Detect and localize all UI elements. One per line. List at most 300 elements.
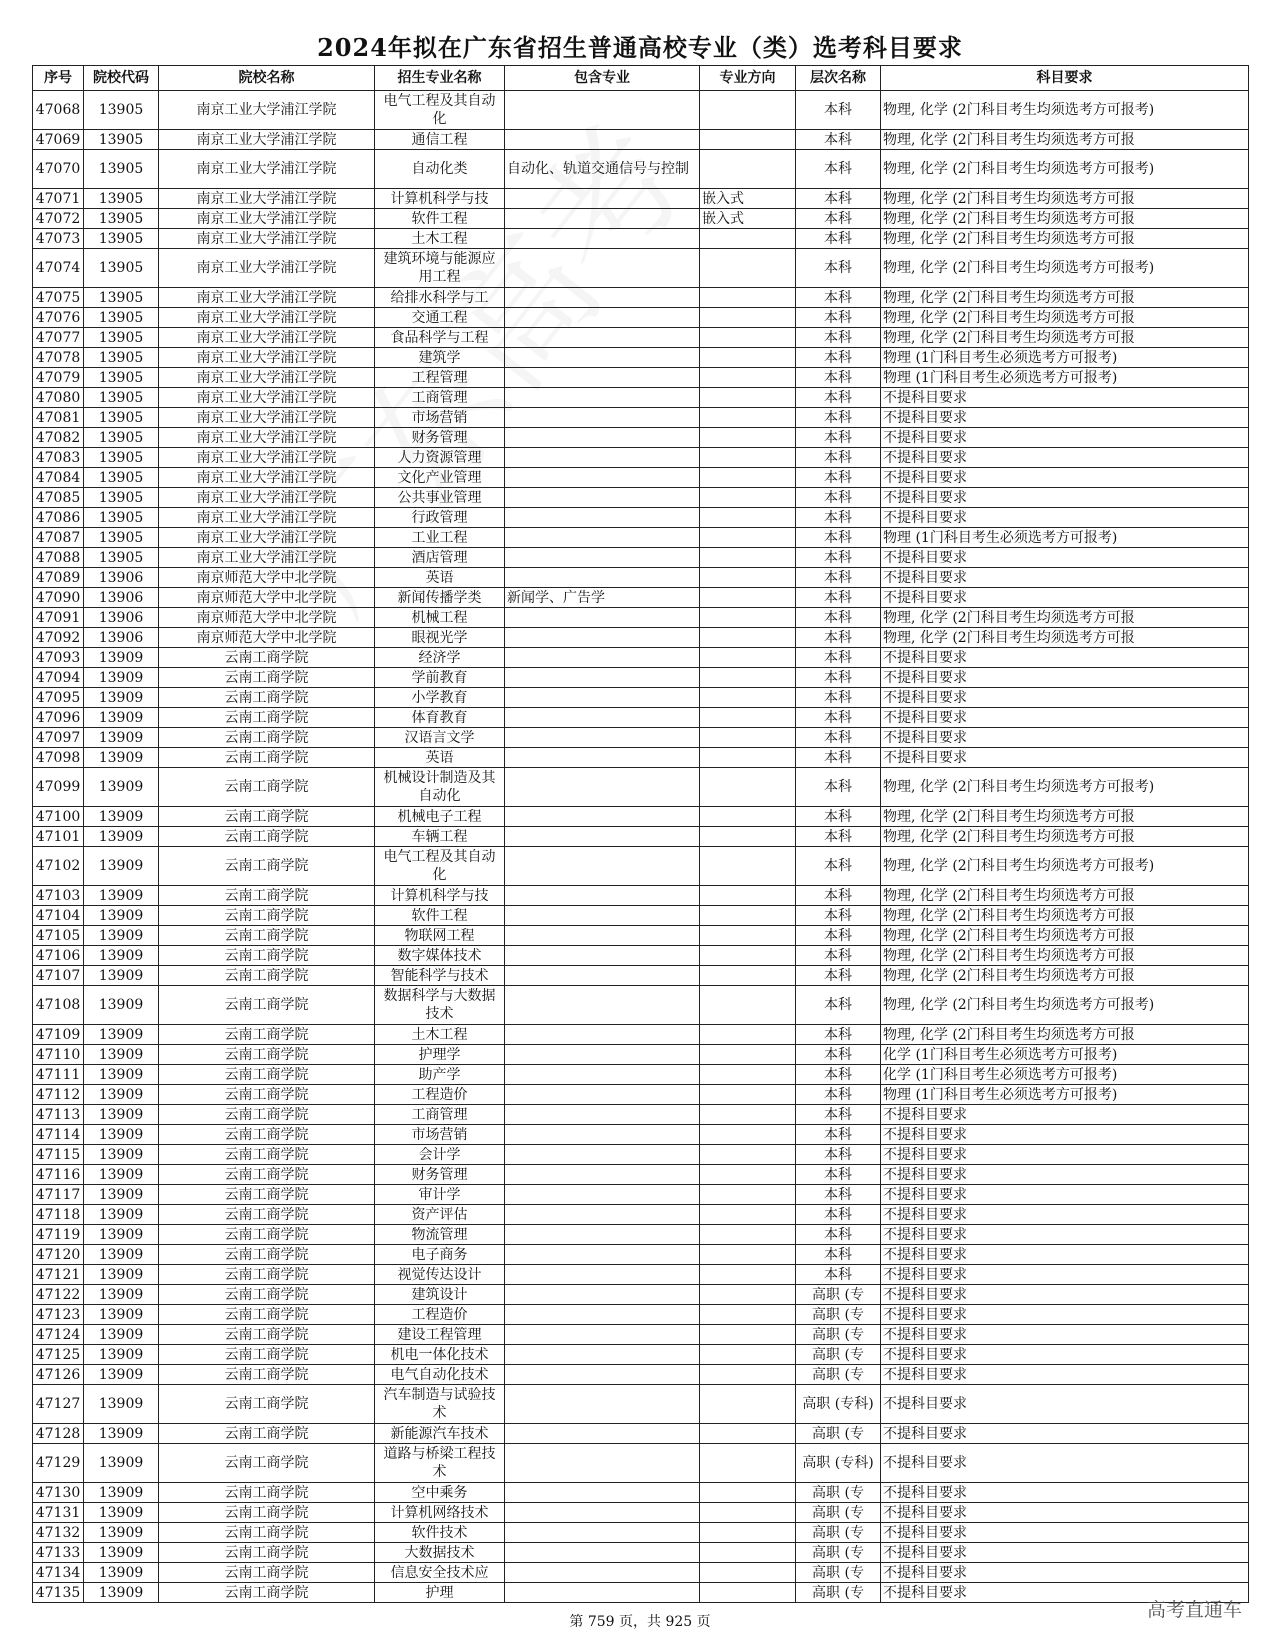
- cell-major-direction: 嵌入式: [700, 209, 796, 229]
- cell-major-direction: [700, 1205, 796, 1225]
- cell-included-majors: [505, 1483, 700, 1503]
- cell-major-name: 空中乘务: [375, 1483, 505, 1503]
- cell-school-name: 云南工商学院: [159, 847, 375, 886]
- cell-seq: 47095: [33, 688, 84, 708]
- cell-seq: 47094: [33, 668, 84, 688]
- cell-major-name: 英语: [375, 568, 505, 588]
- cell-seq: 47106: [33, 946, 84, 966]
- cell-subject-requirement: 物理, 化学 (2门科目考生均须选考方可报: [881, 628, 1249, 648]
- cell-school-name: 云南工商学院: [159, 1165, 375, 1185]
- cell-included-majors: [505, 1285, 700, 1305]
- cell-major-direction: [700, 308, 796, 328]
- cell-level: 本科: [796, 1125, 881, 1145]
- cell-seq: 47090: [33, 588, 84, 608]
- cell-major-name: 建筑学: [375, 348, 505, 368]
- cell-major-name: 新能源汽车技术: [375, 1424, 505, 1444]
- cell-school-code: 13905: [84, 348, 159, 368]
- cell-included-majors: [505, 1265, 700, 1285]
- brand-mark: 高考直通车: [1146, 1599, 1242, 1621]
- cell-level: 高职 (专: [796, 1563, 881, 1583]
- cell-school-name: 南京工业大学浦江学院: [159, 288, 375, 308]
- cell-major-name: 建筑设计: [375, 1285, 505, 1305]
- cell-major-direction: [700, 668, 796, 688]
- table-row: [33, 1065, 1249, 1085]
- cell-major-name: 软件技术: [375, 1523, 505, 1543]
- cell-level: 高职 (专: [796, 1503, 881, 1523]
- cell-seq: 47076: [33, 308, 84, 328]
- cell-school-code: 13905: [84, 189, 159, 209]
- cell-major-name: 机械工程: [375, 608, 505, 628]
- cell-level: 本科: [796, 229, 881, 249]
- cell-major-name: 计算机科学与技: [375, 189, 505, 209]
- cell-major-direction: [700, 408, 796, 428]
- cell-school-name: 云南工商学院: [159, 648, 375, 668]
- cell-major-direction: [700, 1045, 796, 1065]
- cell-major-name: 财务管理: [375, 1165, 505, 1185]
- cell-school-name: 云南工商学院: [159, 1325, 375, 1345]
- subject-requirements-table: [32, 65, 1249, 1603]
- cell-school-code: 13909: [84, 926, 159, 946]
- cell-school-name: 南京工业大学浦江学院: [159, 348, 375, 368]
- cell-major-direction: [700, 91, 796, 130]
- cell-level: 本科: [796, 668, 881, 688]
- cell-school-name: 云南工商学院: [159, 1424, 375, 1444]
- cell-seq: 47125: [33, 1345, 84, 1365]
- cell-level: 高职 (专: [796, 1365, 881, 1385]
- cell-major-direction: [700, 708, 796, 728]
- cell-subject-requirement: 化学 (1门科目考生必须选考方可报考): [881, 1045, 1249, 1065]
- cell-school-code: 13909: [84, 1065, 159, 1085]
- cell-included-majors: [505, 886, 700, 906]
- table-row: [33, 1523, 1249, 1543]
- cell-included-majors: [505, 986, 700, 1025]
- cell-level: 本科: [796, 91, 881, 130]
- cell-included-majors: [505, 1205, 700, 1225]
- table-row: [33, 1085, 1249, 1105]
- cell-included-majors: [505, 328, 700, 348]
- cell-major-name: 土木工程: [375, 1025, 505, 1045]
- cell-school-code: 13909: [84, 1085, 159, 1105]
- cell-major-direction: [700, 1165, 796, 1185]
- cell-included-majors: [505, 1503, 700, 1523]
- cell-level: 本科: [796, 1065, 881, 1085]
- cell-major-direction: [700, 229, 796, 249]
- cell-school-name: 云南工商学院: [159, 827, 375, 847]
- table-row: [33, 906, 1249, 926]
- cell-major-name: 土木工程: [375, 229, 505, 249]
- table-row: [33, 886, 1249, 906]
- cell-major-name: 给排水科学与工: [375, 288, 505, 308]
- cell-seq: 47089: [33, 568, 84, 588]
- cell-subject-requirement: 不提科目要求: [881, 1345, 1249, 1365]
- cell-major-name: 交通工程: [375, 308, 505, 328]
- header-included-majors: 包含专业: [505, 66, 700, 91]
- header-major-name: 招生专业名称: [375, 66, 505, 91]
- cell-school-name: 云南工商学院: [159, 1225, 375, 1245]
- cell-school-name: 云南工商学院: [159, 1265, 375, 1285]
- cell-seq: 47080: [33, 388, 84, 408]
- cell-included-majors: [505, 708, 700, 728]
- cell-subject-requirement: 物理, 化学 (2门科目考生均须选考方可报考): [881, 150, 1249, 189]
- cell-school-name: 云南工商学院: [159, 946, 375, 966]
- cell-seq: 47107: [33, 966, 84, 986]
- cell-school-name: 云南工商学院: [159, 1523, 375, 1543]
- cell-major-direction: [700, 150, 796, 189]
- cell-major-direction: [700, 1305, 796, 1325]
- cell-school-name: 云南工商学院: [159, 1583, 375, 1603]
- cell-school-name: 云南工商学院: [159, 1125, 375, 1145]
- cell-school-code: 13909: [84, 1045, 159, 1065]
- cell-subject-requirement: 物理, 化学 (2门科目考生均须选考方可报: [881, 229, 1249, 249]
- cell-subject-requirement: 不提科目要求: [881, 1265, 1249, 1285]
- cell-major-direction: [700, 748, 796, 768]
- cell-school-name: 云南工商学院: [159, 807, 375, 827]
- cell-school-name: 南京师范大学中北学院: [159, 568, 375, 588]
- cell-major-name: 人力资源管理: [375, 448, 505, 468]
- cell-subject-requirement: 不提科目要求: [881, 648, 1249, 668]
- cell-included-majors: [505, 488, 700, 508]
- cell-level: 本科: [796, 1245, 881, 1265]
- cell-school-code: 13905: [84, 150, 159, 189]
- cell-level: 本科: [796, 528, 881, 548]
- cell-major-direction: [700, 847, 796, 886]
- table-row: [33, 348, 1249, 368]
- cell-seq: 47091: [33, 608, 84, 628]
- cell-included-majors: [505, 668, 700, 688]
- header-level: 层次名称: [796, 66, 881, 91]
- cell-school-name: 云南工商学院: [159, 1065, 375, 1085]
- table-row: [33, 1503, 1249, 1523]
- table-row: [33, 648, 1249, 668]
- cell-seq: 47111: [33, 1065, 84, 1085]
- cell-major-direction: [700, 966, 796, 986]
- table-row: [33, 588, 1249, 608]
- cell-level: 本科: [796, 807, 881, 827]
- cell-major-direction: [700, 1543, 796, 1563]
- cell-included-majors: 新闻学、广告学: [505, 588, 700, 608]
- table-row: [33, 568, 1249, 588]
- cell-subject-requirement: 不提科目要求: [881, 588, 1249, 608]
- cell-seq: 47075: [33, 288, 84, 308]
- table-row: [33, 807, 1249, 827]
- cell-level: 本科: [796, 966, 881, 986]
- cell-school-name: 云南工商学院: [159, 1105, 375, 1125]
- cell-subject-requirement: 不提科目要求: [881, 1523, 1249, 1543]
- cell-school-code: 13905: [84, 130, 159, 150]
- cell-major-direction: [700, 1365, 796, 1385]
- cell-major-direction: [700, 249, 796, 288]
- table-row: [33, 1444, 1249, 1483]
- cell-subject-requirement: 物理, 化学 (2门科目考生均须选考方可报: [881, 1025, 1249, 1045]
- cell-major-direction: [700, 468, 796, 488]
- cell-level: 本科: [796, 568, 881, 588]
- cell-school-code: 13905: [84, 528, 159, 548]
- cell-school-code: 13905: [84, 408, 159, 428]
- cell-major-direction: [700, 1523, 796, 1543]
- cell-major-direction: [700, 388, 796, 408]
- cell-subject-requirement: 物理, 化学 (2门科目考生均须选考方可报: [881, 946, 1249, 966]
- cell-level: 本科: [796, 249, 881, 288]
- table-row: [33, 408, 1249, 428]
- cell-major-name: 视觉传达设计: [375, 1265, 505, 1285]
- cell-major-name: 学前教育: [375, 668, 505, 688]
- table-row: [33, 1385, 1249, 1424]
- cell-seq: 47126: [33, 1365, 84, 1385]
- cell-seq: 47117: [33, 1185, 84, 1205]
- cell-school-name: 云南工商学院: [159, 1543, 375, 1563]
- cell-major-direction: [700, 1345, 796, 1365]
- cell-major-direction: [700, 1025, 796, 1045]
- cell-school-code: 13909: [84, 946, 159, 966]
- cell-major-direction: [700, 906, 796, 926]
- cell-level: 高职 (专科): [796, 1385, 881, 1424]
- cell-major-name: 资产评估: [375, 1205, 505, 1225]
- cell-seq: 47071: [33, 189, 84, 209]
- cell-school-code: 13906: [84, 568, 159, 588]
- table-row: [33, 1165, 1249, 1185]
- cell-level: 本科: [796, 150, 881, 189]
- cell-school-name: 南京工业大学浦江学院: [159, 249, 375, 288]
- cell-level: 本科: [796, 608, 881, 628]
- cell-school-code: 13905: [84, 209, 159, 229]
- cell-included-majors: [505, 209, 700, 229]
- cell-school-name: 云南工商学院: [159, 1085, 375, 1105]
- cell-included-majors: [505, 688, 700, 708]
- cell-included-majors: [505, 608, 700, 628]
- cell-major-direction: [700, 1105, 796, 1125]
- cell-major-direction: 嵌入式: [700, 189, 796, 209]
- cell-level: 高职 (专: [796, 1483, 881, 1503]
- cell-subject-requirement: 物理, 化学 (2门科目考生均须选考方可报: [881, 328, 1249, 348]
- cell-level: 高职 (专: [796, 1523, 881, 1543]
- cell-subject-requirement: 不提科目要求: [881, 488, 1249, 508]
- cell-included-majors: [505, 926, 700, 946]
- cell-level: 本科: [796, 308, 881, 328]
- cell-subject-requirement: 不提科目要求: [881, 468, 1249, 488]
- table-row: [33, 91, 1249, 130]
- cell-level: 本科: [796, 288, 881, 308]
- cell-level: 本科: [796, 328, 881, 348]
- cell-major-direction: [700, 508, 796, 528]
- cell-subject-requirement: 物理 (1门科目考生必须选考方可报考): [881, 528, 1249, 548]
- cell-level: 本科: [796, 827, 881, 847]
- cell-major-name: 工程造价: [375, 1305, 505, 1325]
- cell-seq: 47092: [33, 628, 84, 648]
- cell-seq: 47123: [33, 1305, 84, 1325]
- cell-level: 高职 (专: [796, 1345, 881, 1365]
- cell-major-name: 工商管理: [375, 1105, 505, 1125]
- cell-school-code: 13909: [84, 966, 159, 986]
- cell-subject-requirement: 不提科目要求: [881, 1285, 1249, 1305]
- cell-level: 本科: [796, 986, 881, 1025]
- cell-included-majors: [505, 768, 700, 807]
- cell-school-code: 13909: [84, 1185, 159, 1205]
- cell-subject-requirement: 不提科目要求: [881, 1444, 1249, 1483]
- cell-school-code: 13905: [84, 91, 159, 130]
- cell-major-name: 物联网工程: [375, 926, 505, 946]
- cell-school-code: 13909: [84, 1325, 159, 1345]
- cell-major-name: 电气工程及其自动化: [375, 91, 505, 130]
- cell-subject-requirement: 不提科目要求: [881, 1385, 1249, 1424]
- header-subject-requirement: 科目要求: [881, 66, 1249, 91]
- cell-school-code: 13909: [84, 1424, 159, 1444]
- cell-subject-requirement: 不提科目要求: [881, 1305, 1249, 1325]
- table-row: [33, 926, 1249, 946]
- cell-school-name: 南京工业大学浦江学院: [159, 548, 375, 568]
- cell-major-direction: [700, 368, 796, 388]
- cell-major-direction: [700, 926, 796, 946]
- cell-major-name: 体育教育: [375, 708, 505, 728]
- cell-subject-requirement: 物理, 化学 (2门科目考生均须选考方可报考): [881, 91, 1249, 130]
- cell-level: 本科: [796, 768, 881, 807]
- cell-school-name: 南京工业大学浦江学院: [159, 488, 375, 508]
- table-header-row: [33, 66, 1249, 91]
- cell-seq: 47078: [33, 348, 84, 368]
- cell-school-code: 13909: [84, 1165, 159, 1185]
- cell-seq: 47098: [33, 748, 84, 768]
- cell-included-majors: [505, 748, 700, 768]
- cell-subject-requirement: 物理, 化学 (2门科目考生均须选考方可报考): [881, 249, 1249, 288]
- cell-subject-requirement: 不提科目要求: [881, 1583, 1249, 1603]
- cell-included-majors: [505, 368, 700, 388]
- cell-major-direction: [700, 1583, 796, 1603]
- cell-major-name: 机电一体化技术: [375, 1345, 505, 1365]
- cell-school-code: 13905: [84, 328, 159, 348]
- cell-school-name: 南京工业大学浦江学院: [159, 229, 375, 249]
- cell-subject-requirement: 物理, 化学 (2门科目考生均须选考方可报: [881, 209, 1249, 229]
- cell-subject-requirement: 物理, 化学 (2门科目考生均须选考方可报: [881, 886, 1249, 906]
- cell-school-code: 13909: [84, 688, 159, 708]
- cell-major-direction: [700, 986, 796, 1025]
- cell-subject-requirement: 不提科目要求: [881, 1483, 1249, 1503]
- cell-major-name: 机械设计制造及其自动化: [375, 768, 505, 807]
- table-row: [33, 428, 1249, 448]
- cell-major-name: 护理学: [375, 1045, 505, 1065]
- header-school-name: 院校名称: [159, 66, 375, 91]
- cell-major-name: 自动化类: [375, 150, 505, 189]
- cell-school-name: 南京师范大学中北学院: [159, 608, 375, 628]
- cell-included-majors: [505, 348, 700, 368]
- cell-major-name: 文化产业管理: [375, 468, 505, 488]
- table-row: [33, 249, 1249, 288]
- cell-level: 本科: [796, 488, 881, 508]
- table-row: [33, 688, 1249, 708]
- cell-level: 本科: [796, 748, 881, 768]
- table-row: [33, 1045, 1249, 1065]
- cell-subject-requirement: 物理 (1门科目考生必须选考方可报考): [881, 1085, 1249, 1105]
- cell-level: 本科: [796, 1085, 881, 1105]
- cell-subject-requirement: 不提科目要求: [881, 1563, 1249, 1583]
- cell-level: 高职 (专: [796, 1305, 881, 1325]
- cell-major-name: 小学教育: [375, 688, 505, 708]
- cell-subject-requirement: 不提科目要求: [881, 1365, 1249, 1385]
- table-row: [33, 847, 1249, 886]
- cell-school-code: 13909: [84, 1543, 159, 1563]
- cell-school-code: 13905: [84, 308, 159, 328]
- cell-school-code: 13909: [84, 668, 159, 688]
- cell-level: 本科: [796, 1165, 881, 1185]
- table-row: [33, 966, 1249, 986]
- cell-seq: 47070: [33, 150, 84, 189]
- cell-subject-requirement: 不提科目要求: [881, 688, 1249, 708]
- cell-school-code: 13909: [84, 748, 159, 768]
- cell-major-name: 工商管理: [375, 388, 505, 408]
- cell-school-name: 南京工业大学浦江学院: [159, 130, 375, 150]
- cell-school-code: 13909: [84, 1245, 159, 1265]
- cell-seq: 47097: [33, 728, 84, 748]
- table-row: [33, 1245, 1249, 1265]
- cell-included-majors: [505, 1065, 700, 1085]
- cell-school-code: 13905: [84, 428, 159, 448]
- cell-school-code: 13905: [84, 548, 159, 568]
- cell-seq: 47085: [33, 488, 84, 508]
- cell-level: 本科: [796, 886, 881, 906]
- table-row: [33, 328, 1249, 348]
- cell-subject-requirement: 不提科目要求: [881, 568, 1249, 588]
- cell-seq: 47068: [33, 91, 84, 130]
- cell-included-majors: [505, 1225, 700, 1245]
- cell-subject-requirement: 不提科目要求: [881, 1145, 1249, 1165]
- cell-level: 高职 (专: [796, 1583, 881, 1603]
- cell-school-name: 云南工商学院: [159, 926, 375, 946]
- cell-school-code: 13905: [84, 229, 159, 249]
- cell-subject-requirement: 不提科目要求: [881, 508, 1249, 528]
- cell-major-direction: [700, 488, 796, 508]
- cell-level: 高职 (专科): [796, 1444, 881, 1483]
- cell-subject-requirement: 物理, 化学 (2门科目考生均须选考方可报: [881, 608, 1249, 628]
- page-number: 第 759 页，共 925 页: [569, 1614, 711, 1630]
- cell-seq: 47114: [33, 1125, 84, 1145]
- cell-school-name: 南京工业大学浦江学院: [159, 189, 375, 209]
- cell-seq: 47132: [33, 1523, 84, 1543]
- cell-level: 高职 (专: [796, 1424, 881, 1444]
- cell-level: 本科: [796, 428, 881, 448]
- cell-seq: 47124: [33, 1325, 84, 1345]
- cell-level: 本科: [796, 1265, 881, 1285]
- cell-subject-requirement: 物理, 化学 (2门科目考生均须选考方可报: [881, 308, 1249, 328]
- cell-included-majors: [505, 468, 700, 488]
- cell-included-majors: [505, 1045, 700, 1065]
- cell-subject-requirement: 物理, 化学 (2门科目考生均须选考方可报: [881, 807, 1249, 827]
- cell-school-name: 南京工业大学浦江学院: [159, 150, 375, 189]
- cell-subject-requirement: 物理 (1门科目考生必须选考方可报考): [881, 368, 1249, 388]
- cell-school-name: 南京工业大学浦江学院: [159, 408, 375, 428]
- cell-school-code: 13906: [84, 608, 159, 628]
- cell-school-code: 13905: [84, 488, 159, 508]
- table-row: [33, 388, 1249, 408]
- cell-included-majors: [505, 508, 700, 528]
- cell-major-direction: [700, 768, 796, 807]
- cell-included-majors: [505, 1325, 700, 1345]
- cell-seq: 47129: [33, 1444, 84, 1483]
- cell-seq: 47128: [33, 1424, 84, 1444]
- table-row: [33, 748, 1249, 768]
- cell-major-name: 机械电子工程: [375, 807, 505, 827]
- cell-major-name: 食品科学与工程: [375, 328, 505, 348]
- cell-level: 本科: [796, 130, 881, 150]
- cell-subject-requirement: 物理, 化学 (2门科目考生均须选考方可报: [881, 906, 1249, 926]
- cell-included-majors: [505, 966, 700, 986]
- cell-school-name: 南京工业大学浦江学院: [159, 428, 375, 448]
- cell-major-name: 眼视光学: [375, 628, 505, 648]
- cell-school-name: 南京工业大学浦江学院: [159, 209, 375, 229]
- cell-school-name: 云南工商学院: [159, 728, 375, 748]
- cell-seq: 47119: [33, 1225, 84, 1245]
- cell-subject-requirement: 不提科目要求: [881, 728, 1249, 748]
- cell-subject-requirement: 物理, 化学 (2门科目考生均须选考方可报: [881, 966, 1249, 986]
- cell-school-code: 13909: [84, 1345, 159, 1365]
- cell-major-name: 市场营销: [375, 408, 505, 428]
